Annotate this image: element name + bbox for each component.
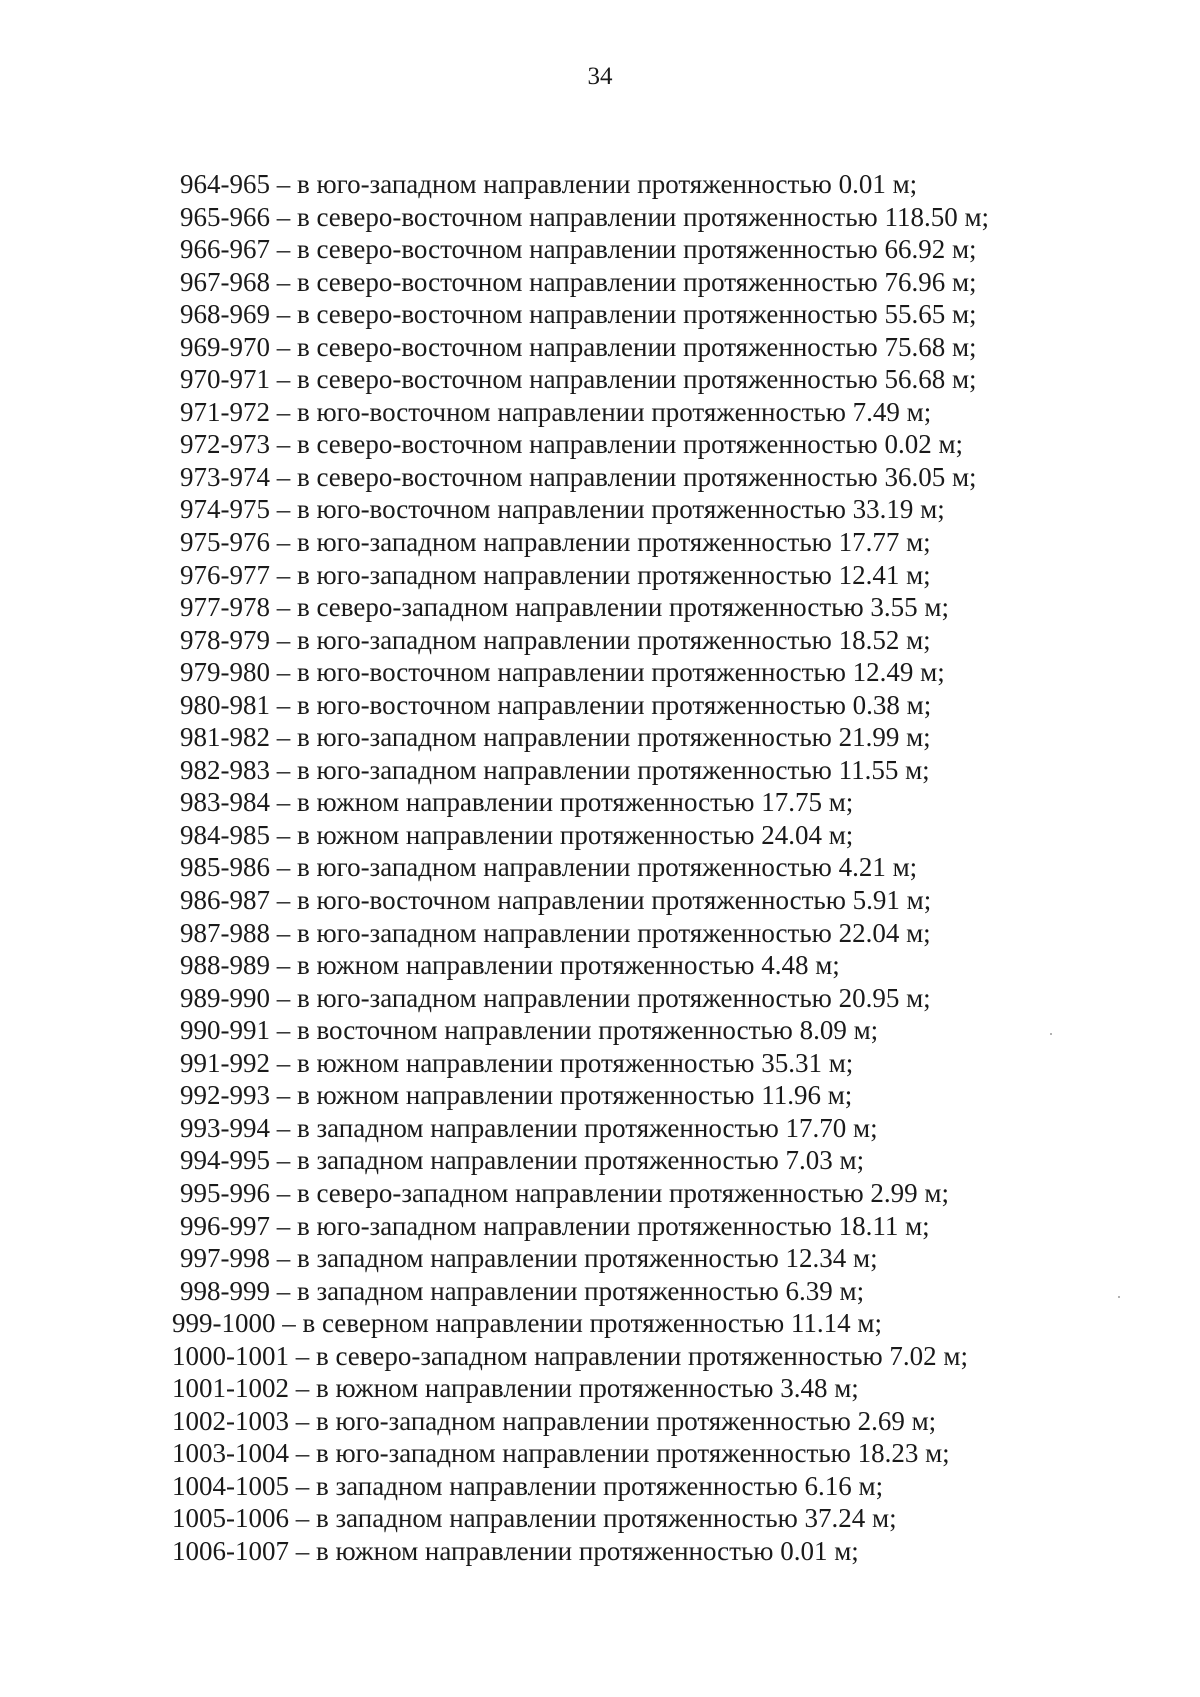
segment-line: 977-978 – в северо-западном направлении протяженностью 3.55 м;: [180, 592, 949, 623]
boundary-segment-list: [172, 168, 990, 1568]
segment-line: 1002-1003 – в юго-западном направлении протяженностью 2.69 м;: [172, 1405, 937, 1436]
segment-line: 1003-1004 – в юго-западном направлении протяженностью 18.23 м;: [172, 1438, 950, 1469]
segment-line: 998-999 – в западном направлении протяженностью 6.39 м;: [180, 1275, 865, 1306]
segment-line: 999-1000 – в северном направлении протяженностью 11.14 м;: [172, 1308, 883, 1339]
segment-line: 997-998 – в западном направлении протяженностью 12.34 м;: [180, 1243, 878, 1274]
segment-line: 969-970 – в северо-восточном направлении протяженностью 75.68 м;: [180, 331, 977, 362]
segment-line: 968-969 – в северо-восточном направлении протяженностью 55.65 м;: [180, 299, 977, 330]
segment-line: 970-971 – в северо-восточном направлении протяженностью 56.68 м;: [180, 364, 977, 395]
segment-line: 993-994 – в западном направлении протяженностью 17.70 м;: [180, 1112, 878, 1143]
page-number: 34: [587, 63, 613, 90]
segment-line: 1004-1005 – в западном направлении протяженностью 6.16 м;: [172, 1470, 884, 1501]
segment-line: 976-977 – в юго-западном направлении протяженностью 12.41 м;: [180, 559, 931, 590]
segment-line: 964-965 – в юго-западном направлении протяженностью 0.01 м;: [180, 169, 918, 199]
segment-line: 985-986 – в юго-западном направлении протяженностью 4.21 м;: [180, 852, 918, 883]
segment-line: 988-989 – в южном направлении протяженностью 4.48 м;: [180, 950, 840, 981]
segment-line: 996-997 – в юго-западном направлении протяженностью 18.11 м;: [180, 1210, 930, 1241]
segment-line: 990-991 – в восточном направлении протяженностью 8.09 м;: [180, 1015, 879, 1046]
segment-line: 984-985 – в южном направлении протяженностью 24.04 м;: [180, 819, 854, 850]
segment-line: 995-996 – в северо-западном направлении протяженностью 2.99 м;: [180, 1177, 949, 1208]
segment-line: 989-990 – в юго-западном направлении протяженностью 20.95 м;: [180, 982, 931, 1013]
segment-line: 1006-1007 – в южном направлении протяженностью 0.01 м;: [172, 1535, 859, 1566]
segment-line: 974-975 – в юго-восточном направлении протяженностью 33.19 м;: [180, 494, 945, 525]
segment-line: 972-973 – в северо-восточном направлении протяженностью 0.02 м;: [180, 429, 964, 460]
segment-line: 981-982 – в юго-западном направлении протяженностью 21.99 м;: [180, 722, 931, 753]
segment-line: 1005-1006 – в западном направлении протяженностью 37.24 м;: [172, 1503, 897, 1534]
segment-line: 991-992 – в южном направлении протяженностью 35.31 м;: [180, 1047, 854, 1078]
segment-line: 975-976 – в юго-западном направлении протяженностью 17.77 м;: [180, 527, 931, 558]
segment-line: 978-979 – в юго-западном направлении протяженностью 18.52 м;: [180, 624, 931, 655]
segment-line: 983-984 – в южном направлении протяженностью 17.75 м;: [180, 787, 854, 818]
segment-line: 980-981 – в юго-восточном направлении протяженностью 0.38 м;: [180, 689, 932, 720]
segment-line: 986-987 – в юго-восточном направлении протяженностью 5.91 м;: [180, 885, 932, 916]
segment-line: 982-983 – в юго-западном направлении протяженностью 11.55 м;: [180, 754, 930, 785]
segment-line: 987-988 – в юго-западном направлении протяженностью 22.04 м;: [180, 917, 931, 948]
segment-line: 967-968 – в северо-восточном направлении протяженностью 76.96 м;: [180, 266, 977, 297]
segment-line: 1001-1002 – в южном направлении протяженностью 3.48 м;: [172, 1373, 859, 1404]
segment-line: 971-972 – в юго-восточном направлении протяженностью 7.49 м;: [180, 396, 932, 427]
segment-line: 994-995 – в западном направлении протяженностью 7.03 м;: [180, 1145, 865, 1176]
scan-speck: [1050, 1033, 1052, 1035]
segment-line: 1000-1001 – в северо-западном направлении протяженностью 7.02 м;: [172, 1340, 968, 1371]
segment-line: 966-967 – в северо-восточном направлении протяженностью 66.92 м;: [180, 234, 977, 265]
segment-line: 992-993 – в южном направлении протяженностью 11.96 м;: [180, 1080, 853, 1111]
scan-speck: [1118, 1296, 1120, 1298]
segment-line: 979-980 – в юго-восточном направлении протяженностью 12.49 м;: [180, 657, 945, 688]
segment-line: 965-966 – в северо-восточном направлении протяженностью 118.50 м;: [180, 201, 990, 232]
segment-line: 973-974 – в северо-восточном направлении протяженностью 36.05 м;: [180, 461, 977, 492]
